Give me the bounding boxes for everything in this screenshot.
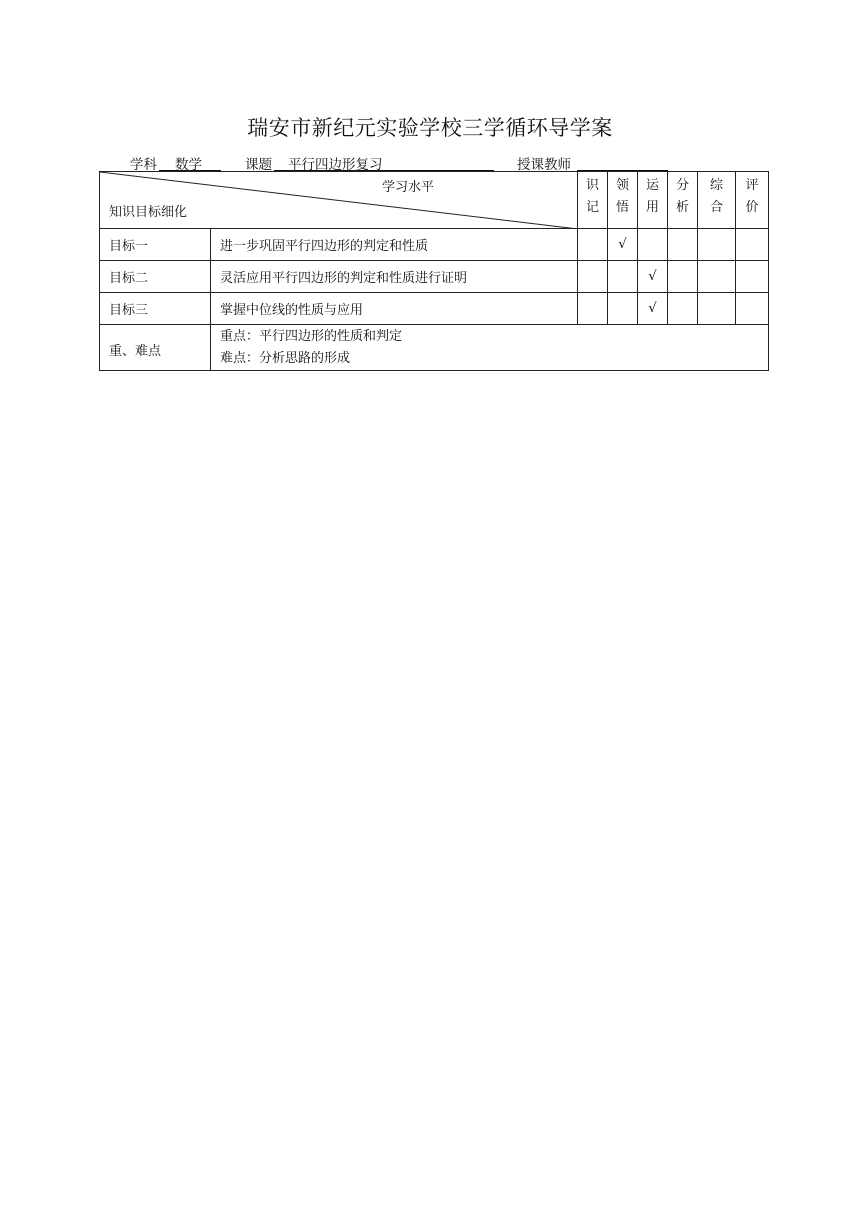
check-cell (638, 229, 668, 261)
check-cell (608, 293, 638, 325)
check-cell (736, 261, 769, 293)
check-cell (698, 261, 736, 293)
key-point-line: 重点：平行四边形的性质和判定 (220, 329, 403, 344)
check-cell (736, 229, 769, 261)
learning-level-header: 学习水平 (382, 180, 435, 195)
document-title: 瑞安市新纪元实验学校三学循环导学案 (247, 116, 613, 140)
check-cell (668, 229, 698, 261)
level-header-memorize: 识 记 (578, 172, 608, 229)
objective-content: 进一步巩固平行四边形的判定和性质 (211, 229, 578, 261)
level-header-analyze: 分 析 (668, 172, 698, 229)
key-points-label: 重、难点 (100, 325, 211, 371)
knowledge-objective-header: 知识目标细化 (109, 205, 188, 220)
subject-value: 数学 (175, 157, 202, 173)
check-cell (698, 229, 736, 261)
level-header-apply: 运 用 (638, 172, 668, 229)
header-row (100, 172, 769, 229)
check-cell (578, 261, 608, 293)
teacher-field (577, 153, 668, 171)
table-row (100, 229, 769, 261)
objective-label: 目标二 (100, 261, 211, 293)
objective-label: 目标三 (100, 293, 211, 325)
diagonal-header-cell (100, 172, 578, 229)
check-cell: √ (608, 229, 638, 261)
key-points-content (211, 325, 769, 371)
teacher-value (577, 153, 593, 169)
level-header-synthesize: 综 合 (698, 172, 736, 229)
subject-field (159, 153, 221, 171)
check-cell (736, 293, 769, 325)
difficult-point-line: 难点：分析思路的形成 (220, 351, 351, 366)
subject-label: 学科 (130, 157, 157, 173)
check-cell (668, 293, 698, 325)
objectives-table (99, 171, 769, 371)
check-cell (578, 293, 608, 325)
key-points-row (100, 325, 769, 371)
topic-label: 课题 (245, 157, 272, 173)
table-row (100, 293, 769, 325)
teacher-label: 授课教师 (517, 157, 571, 173)
topic-value: 平行四边形复习 (288, 157, 383, 173)
check-cell (668, 261, 698, 293)
objective-content: 掌握中位线的性质与应用 (211, 293, 578, 325)
check-cell (578, 229, 608, 261)
topic-field (274, 153, 494, 171)
check-cell (608, 261, 638, 293)
objective-content: 灵活应用平行四边形的判定和性质进行证明 (211, 261, 578, 293)
table-row (100, 261, 769, 293)
check-cell (698, 293, 736, 325)
check-cell: √ (638, 261, 668, 293)
check-cell: √ (638, 293, 668, 325)
level-header-evaluate: 评 价 (736, 172, 769, 229)
level-header-comprehend: 领 悟 (608, 172, 638, 229)
objective-label: 目标一 (100, 229, 211, 261)
